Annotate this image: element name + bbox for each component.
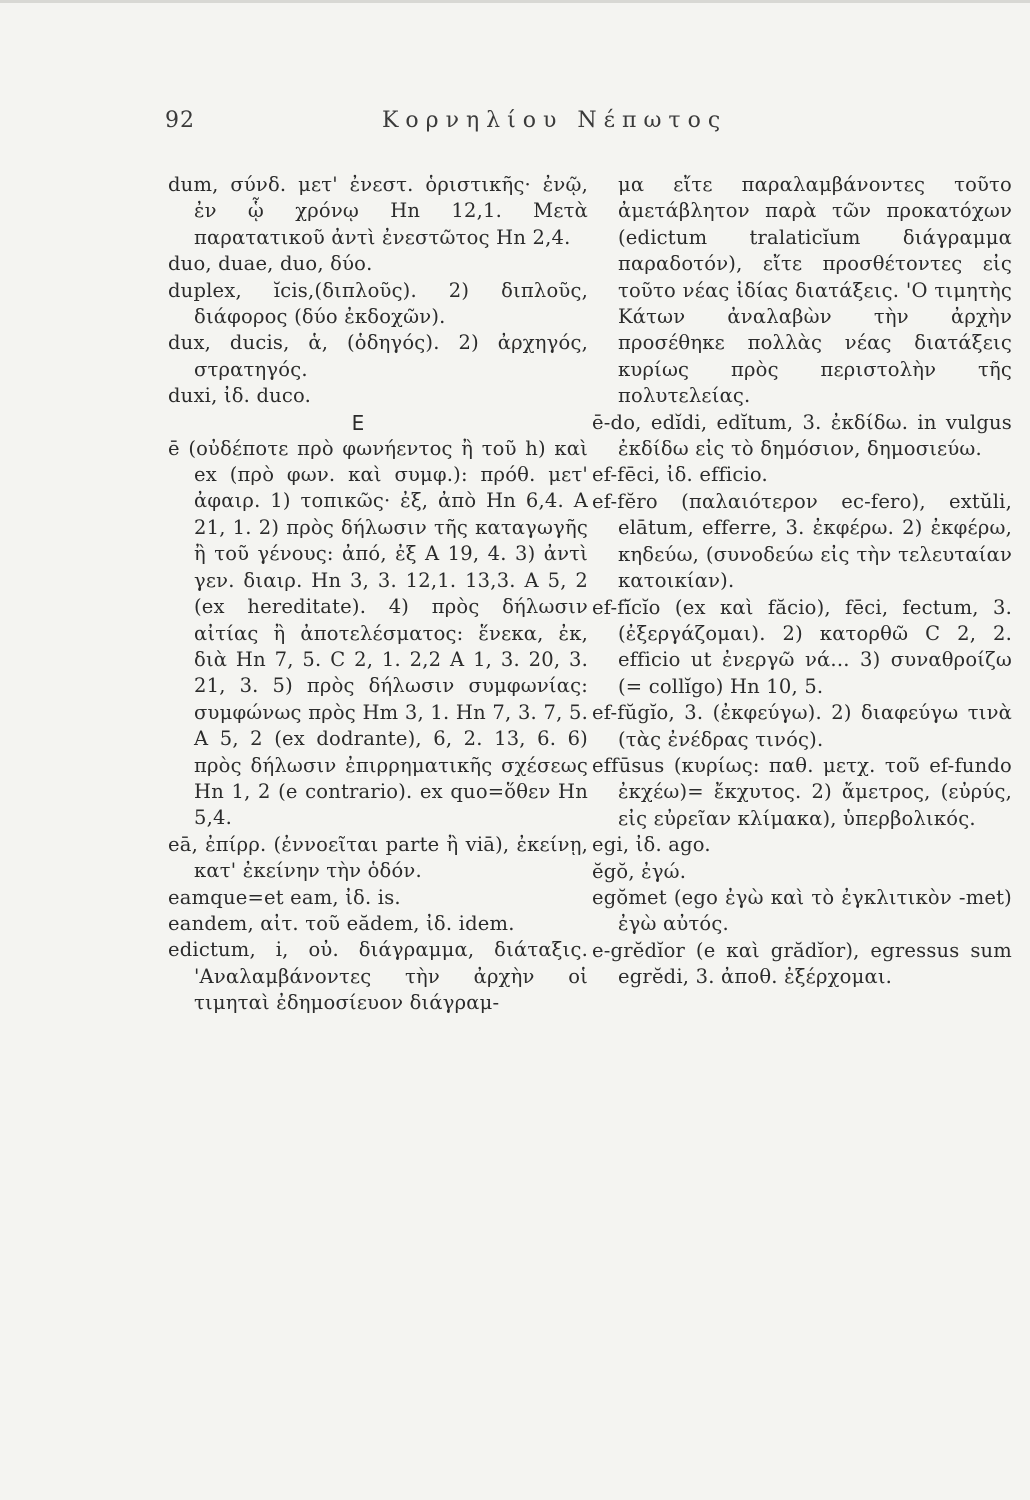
dictionary-entry: eandem, αἰτ. τοῦ eădem, ἰδ. idem.: [168, 911, 515, 935]
running-title: Κορνηλίου Νέπωτος: [382, 108, 728, 133]
dictionary-entry: ef-fĕro (παλαιότερον ec-fero), extŭli, elātum, efferre, 3. ἐκφέρω. 2) ἐκφέρω, κηδεύω, (συνοδεύω εἰς τὴν τελευταίαν κατοικίαν).: [592, 489, 1012, 593]
left-column: [168, 172, 588, 1017]
dictionary-entry: duplex, ĭcis,(διπλοῦς). 2) διπλοῦς, διάφορος (δύο ἐκδοχῶν).: [168, 278, 588, 329]
section-letter-heading: E: [351, 410, 365, 435]
dictionary-entry: ef-fēci, ἰδ. efficio.: [592, 463, 768, 487]
dictionary-entry: dum, σύνδ. μετ' ἐνεστ. ὁριστικῆς· ἐνῷ, ἐν ᾧ χρόνῳ Hn 12,1. Μετὰ παρατατικοῦ ἀντὶ ἐνεστῶτος Hn 2,4.: [168, 173, 588, 249]
dictionary-entry: eamque=et eam, ἰδ. is.: [168, 885, 401, 909]
dictionary-entry: dux, ducis, ἁ, (ὁδηγός). 2) ἀρχηγός, στρατηγός.: [168, 331, 588, 381]
dictionary-entry: eā, ἐπίρρ. (ἐννοεῖται parte ἢ viā), ἐκείνῃ, κατ' ἐκείνην τὴν ὁδόν.: [168, 832, 588, 883]
dictionary-entry-continuation: μα εἴτε παραλαμβάνοντες τοῦτο ἀμετάβλητον παρὰ τῶν προκατόχων (edictum tralaticĭum διάγραμμα παραδοτόν), εἴτε προσθέτοντες εἰς τοῦτο νέας ἰδίας διατάξεις. 'Ο τιμητὴς Κάτων ἀναλαβὼν τὴν ἀρχὴν προσέθηκε πολλὰς νέας διατάξεις κυρίως πρὸς περιστολὴν τῆς πολυτελείας.: [618, 173, 1012, 408]
top-edge: [0, 0, 1030, 3]
right-column: [592, 172, 1012, 991]
dictionary-entry: edictum, i, οὐ. διάγραμμα, διάταξις. 'Αναλαμβάνοντες τὴν ἀρχὴν οἱ τιμηταὶ ἐδημοσίευον διάγραμ-: [168, 938, 588, 1015]
dictionary-entry: e-grĕdĭor (e καὶ grădĭor), egressus sum egrĕdi, 3. ἀποθ. ἐξέρχομαι.: [592, 938, 1012, 989]
dictionary-entry: ef-fĭcĭo (ex καὶ făcio), fēci, fectum, 3. (ἐξεργάζομαι). 2) κατορθῶ C 2, 2. efficio ut ἐνεργῶ νά... 3) συναθροίζω (= collĭgo) Hn 10, 5.: [592, 595, 1012, 698]
dictionary-entry: ē (οὐδέποτε πρὸ φωνήεντος ἢ τοῦ h) καὶ ex (πρὸ φων. καὶ συμφ.): πρόθ. μετ' ἀφαιρ. 1) τοπικῶς· ἐξ, ἀπὸ Hn 6,4. A 21, 1. 2) πρὸς δήλωσιν τῆς καταγωγῆς ἢ τοῦ γένους: ἀπό, ἐξ A 19, 4. 3) ἀντὶ γεν. διαιρ. Hn 3, 3. 12,1. 13,3. A 5, 2 (ex hereditate). 4) πρὸς δήλωσιν αἰτίας ἢ ἀποτελέσματος: ἕνεκα, ἐκ, διὰ Hn 7, 5. C 2, 1. 2,2 A 1, 3. 20, 3. 21, 3. 5) πρὸς δήλωσιν συμφωνίας: συμφώνως πρὸς Hm 3, 1. Hn 7, 3. 7, 5. A 5, 2 (ex dodrante), 6, 2. 13, 6. 6) πρὸς δήλωσιν ἐπιρρηματικῆς σχέσεως Hn 1, 2 (e contrario). ex quo=ὅθεν Hn 5,4.: [168, 436, 588, 830]
dictionary-entry: ĕgŏ, ἐγώ.: [592, 859, 687, 883]
page-number: 92: [165, 108, 195, 133]
dictionary-entry: ef-fŭgĭo, 3. (ἐκφεύγω). 2) διαφεύγω τινὰ (τὰς ἐνέδρας τινός).: [592, 701, 1012, 751]
page-header: [165, 108, 805, 142]
dictionary-entry: duo, duae, duo, δύο.: [168, 252, 373, 276]
dictionary-entry: effūsus (κυρίως: παθ. μετχ. τοῦ ef-fundo ἐκχέω)= ἔκχυτος. 2) ἄμετρος, (εὐρύς, εἰς εὐρεῖαν κλίμακα), ὑπερβολικός.: [592, 753, 1012, 830]
dictionary-entry: egŏmet (ego ἐγὼ καὶ τὸ ἐγκλιτικὸν -met) ἐγὼ αὐτός.: [592, 885, 1012, 936]
dictionary-entry: duxi, ἰδ. duco.: [168, 384, 312, 408]
dictionary-entry: ē-do, edĭdi, edĭtum, 3. ἐκδίδω. in vulgus ἐκδίδω εἰς τὸ δημόσιον, δημοσιεύω.: [592, 410, 1012, 461]
dictionary-entry: egi, ἰδ. ago.: [592, 833, 711, 857]
